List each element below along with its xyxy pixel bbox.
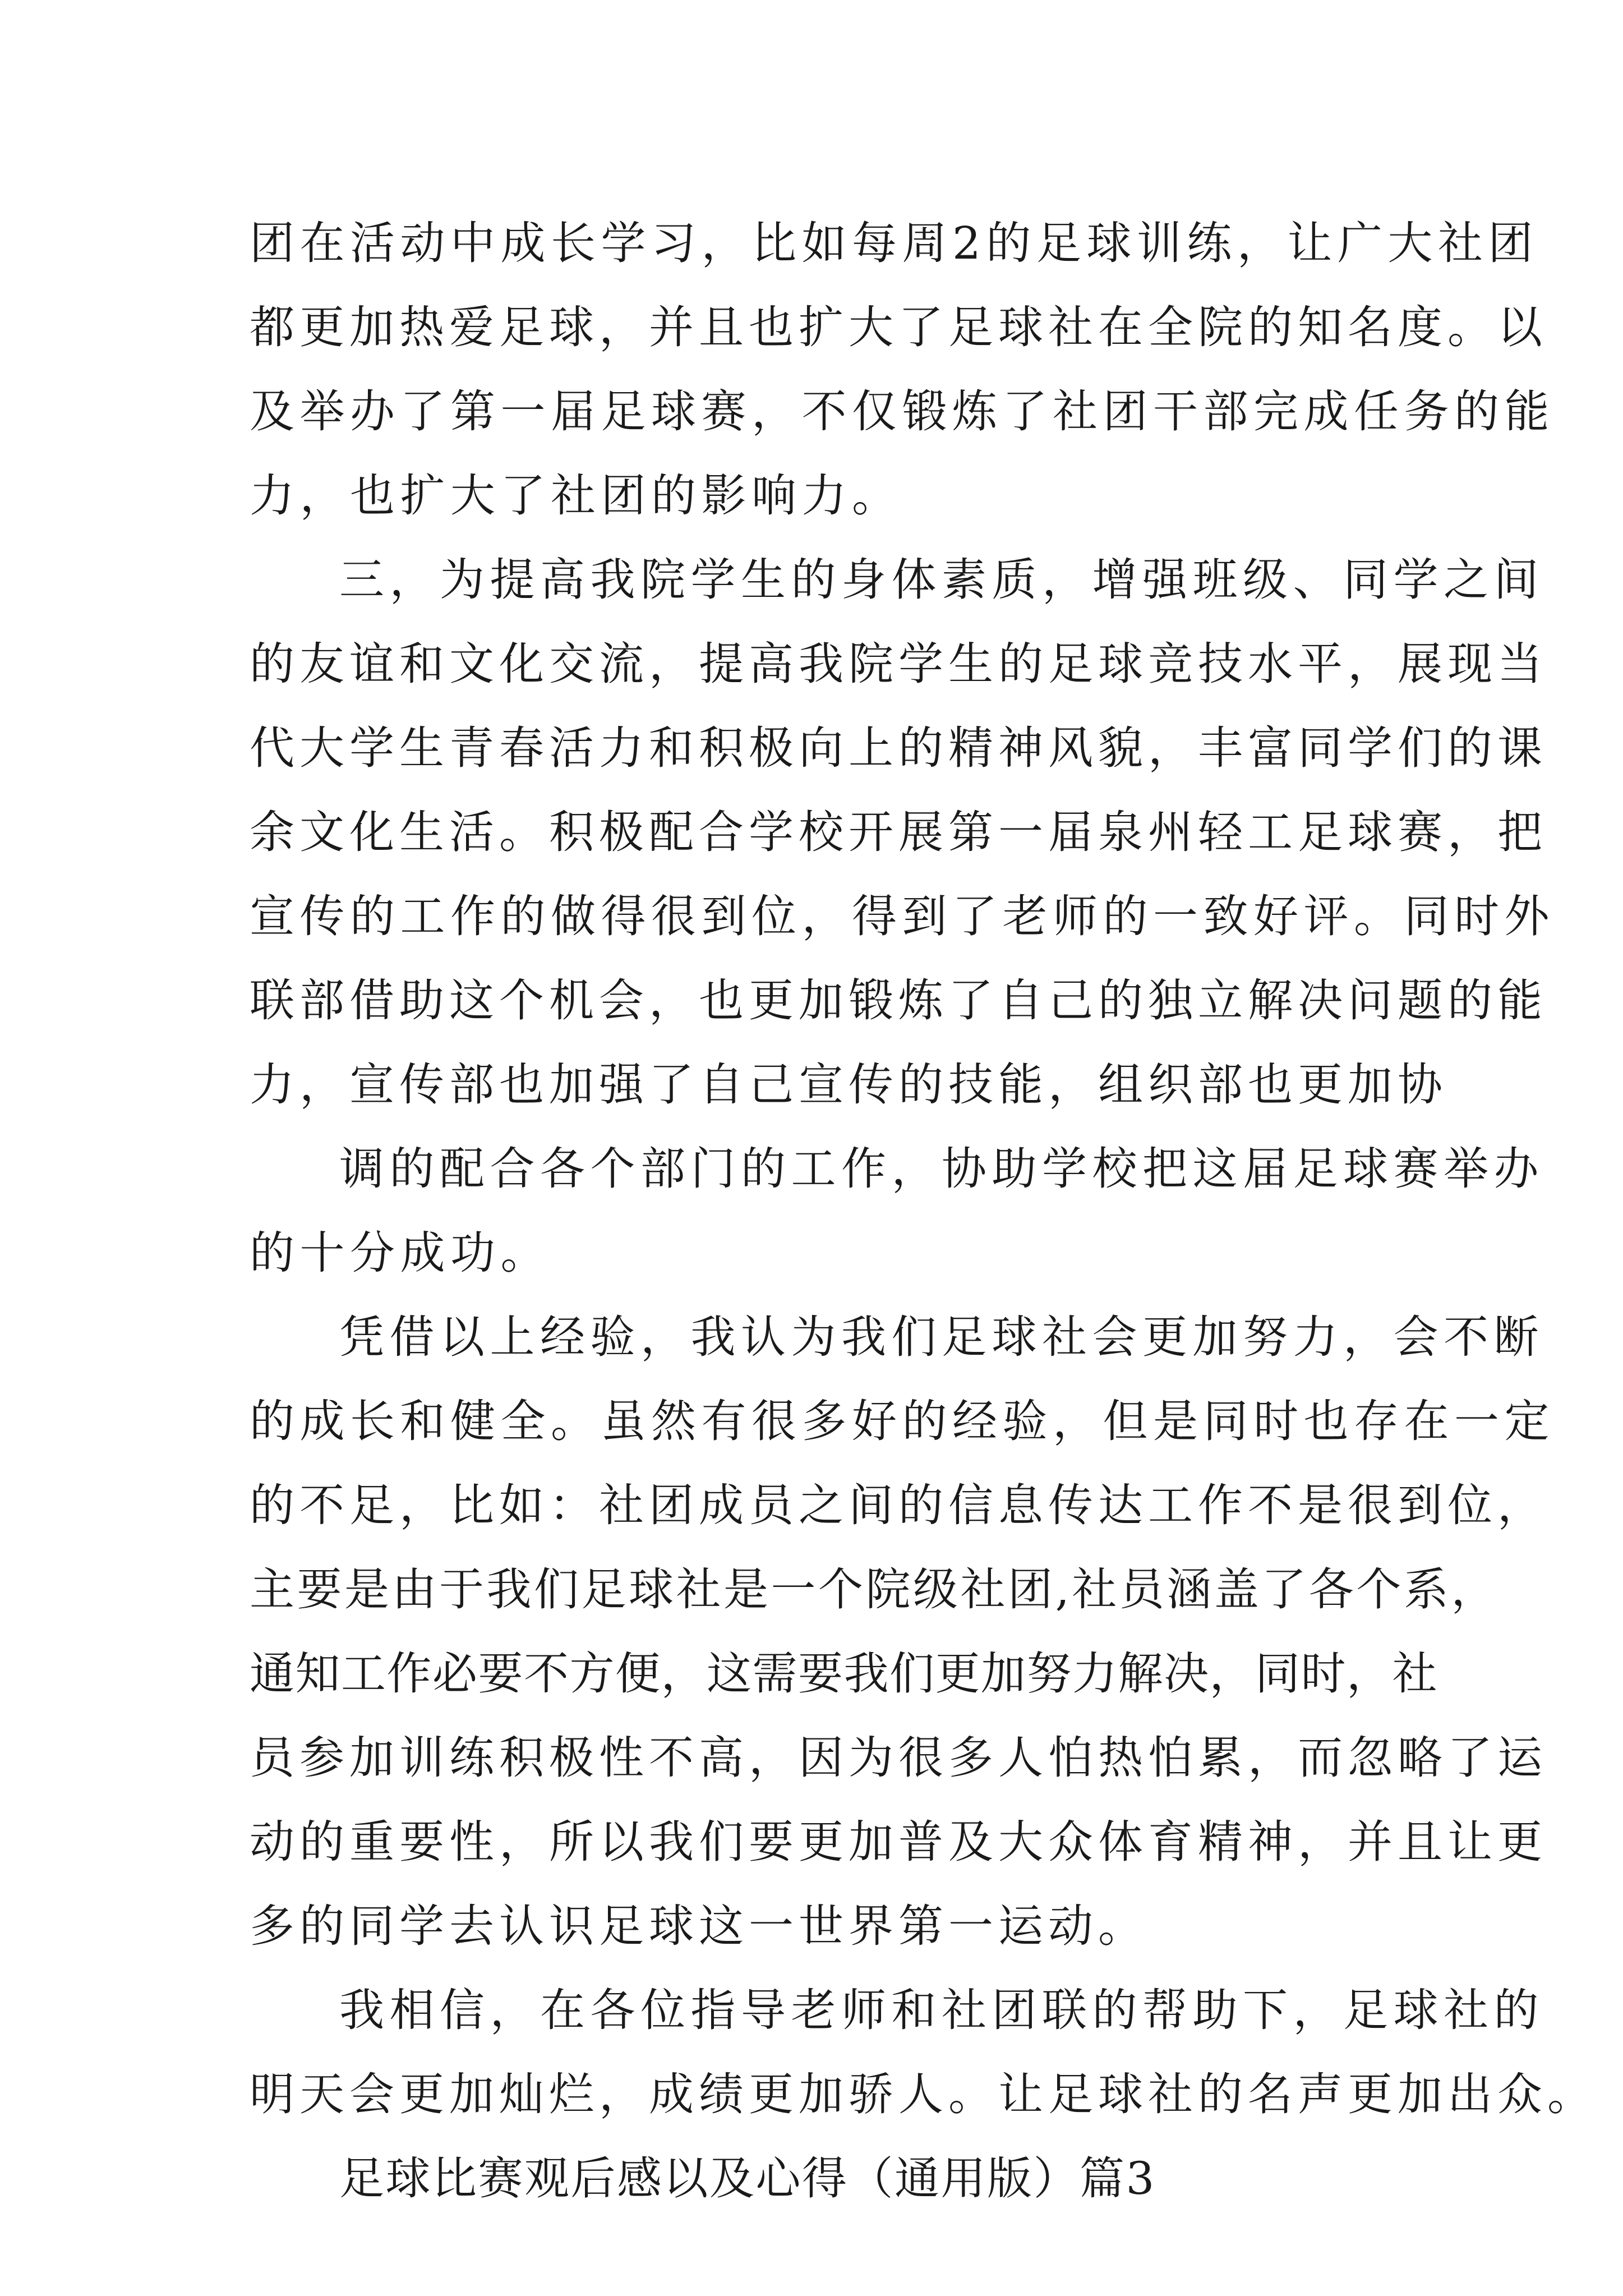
body-text-line: 团在活动中成长学习，比如每周2的足球训练，让广大社团 xyxy=(250,217,1538,269)
paragraph-first-line: 调的配合各个部门的工作，协助学校把这届足球赛举办 xyxy=(339,1143,1544,1195)
body-text-line: 联部借助这个机会，也更加锻炼了自己的独立解决问题的能 xyxy=(250,974,1547,1027)
paragraph-first-line: 凭借以上经验，我认为我们足球社会更加努力，会不断 xyxy=(339,1311,1544,1363)
body-text-line: 的友谊和文化交流，提高我院学生的足球竞技水平，展现当 xyxy=(250,638,1547,690)
body-text-line: 的不足，比如：社团成员之间的信息传达工作不是很到位， xyxy=(250,1479,1547,1531)
body-text-line: 明天会更加灿烂，成绩更加骄人。让足球社的名声更加出众。 xyxy=(250,2068,1597,2120)
body-text-line: 力，也扩大了社团的影响力。 xyxy=(250,470,902,522)
paragraph-first-line: 我相信，在各位指导老师和社团联的帮助下，足球社的 xyxy=(339,1984,1544,2036)
body-text-line: 员参加训练积极性不高，因为很多人怕热怕累，而忽略了运 xyxy=(250,1732,1547,1784)
body-text-line: 及举办了第一届足球赛，不仅锻炼了社团干部完成任务的能 xyxy=(250,385,1555,438)
body-text-line: 都更加热爱足球，并且也扩大了足球社在全院的知名度。以 xyxy=(250,301,1547,353)
section-heading: 足球比赛观后感以及心得（通用版）篇3 xyxy=(339,2152,1156,2205)
body-text-line: 余文化生活。积极配合学校开展第一届泉州轻工足球赛，把 xyxy=(250,806,1547,858)
body-text-line: 的十分成功。 xyxy=(250,1227,551,1279)
body-text-line: 动的重要性，所以我们要更加普及大众体育精神，并且让更 xyxy=(250,1816,1547,1868)
body-text-line: 通知工作必要不方便，这需要我们更加努力解决，同时，社 xyxy=(250,1648,1438,1700)
body-text-line: 宣传的工作的做得很到位，得到了老师的一致好评。同时外 xyxy=(250,890,1555,942)
body-text-line: 力，宣传部也加强了自己宣传的技能，组织部也更加协 xyxy=(250,1059,1447,1111)
body-text-line: 多的同学去认识足球这一世界第一运动。 xyxy=(250,1900,1148,1952)
body-text-line: 主要是由于我们足球社是一个院级社团,社员涵盖了各个系， xyxy=(250,1563,1498,1616)
body-text-line: 代大学生青春活力和积极向上的精神风貌，丰富同学们的课 xyxy=(250,722,1547,774)
paragraph-first-line: 三，为提高我院学生的身体素质，增强班级、同学之间 xyxy=(339,554,1544,606)
body-text-line: 的成长和健全。虽然有很多好的经验，但是同时也存在一定 xyxy=(250,1395,1555,1447)
